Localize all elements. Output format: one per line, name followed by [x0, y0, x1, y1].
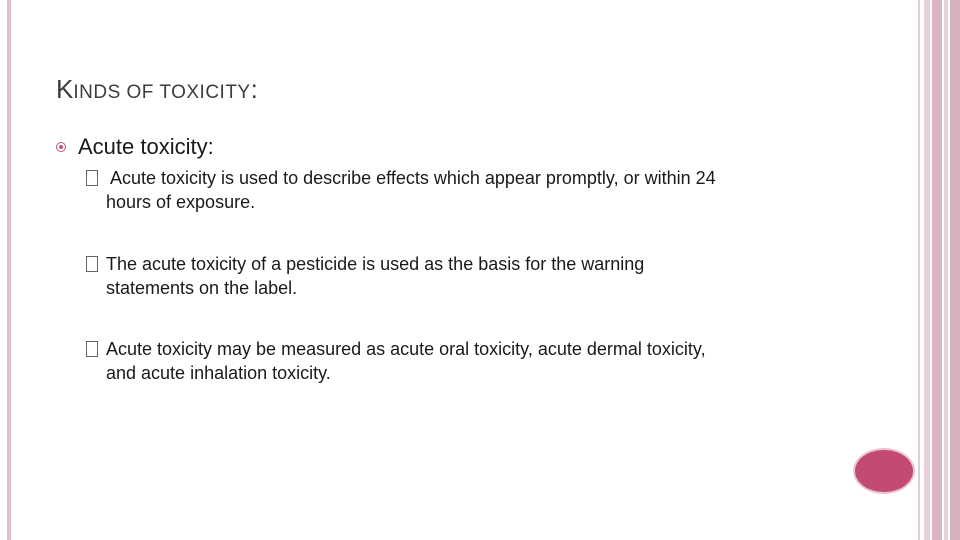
right-stripe-decoration — [924, 0, 930, 540]
missing-glyph-box-icon — [86, 170, 98, 186]
title-colon: : — [250, 74, 258, 104]
sub-bullet-line: The acute toxicity of a pesticide is used as the basis for the warning — [106, 254, 645, 274]
sub-bullet-line: Acute toxicity may be measured as acute oral toxicity, acute dermal toxicity, — [106, 339, 706, 359]
main-bullet — [56, 134, 214, 160]
sub-bullet-line: and acute inhalation toxicity. — [106, 363, 331, 383]
sub-bullet-line: hours of exposure. — [106, 192, 256, 212]
title-initial: K — [56, 74, 74, 104]
right-stripe-decoration — [950, 0, 960, 540]
sub-bullet — [86, 166, 846, 214]
circle-bullet-icon — [56, 142, 66, 152]
right-stripe-decoration — [932, 0, 942, 540]
title-rest: INDS OF TOXICITY — [73, 82, 251, 103]
sub-bullet — [86, 252, 846, 300]
left-border-decoration — [7, 0, 11, 540]
sub-bullet — [86, 337, 846, 385]
sub-bullet-line: statements on the label. — [106, 278, 298, 298]
missing-glyph-box-icon — [86, 341, 98, 357]
pink-oval-decoration — [855, 450, 913, 492]
sub-bullet-line: Acute toxicity is used to describe effects which appear promptly, or within 24 — [106, 168, 716, 188]
main-bullet-text: Acute toxicity: — [78, 134, 214, 159]
right-stripe-decoration — [918, 0, 920, 540]
missing-glyph-box-icon — [86, 256, 98, 272]
slide-title — [56, 74, 258, 105]
right-stripe-decoration — [944, 0, 948, 540]
